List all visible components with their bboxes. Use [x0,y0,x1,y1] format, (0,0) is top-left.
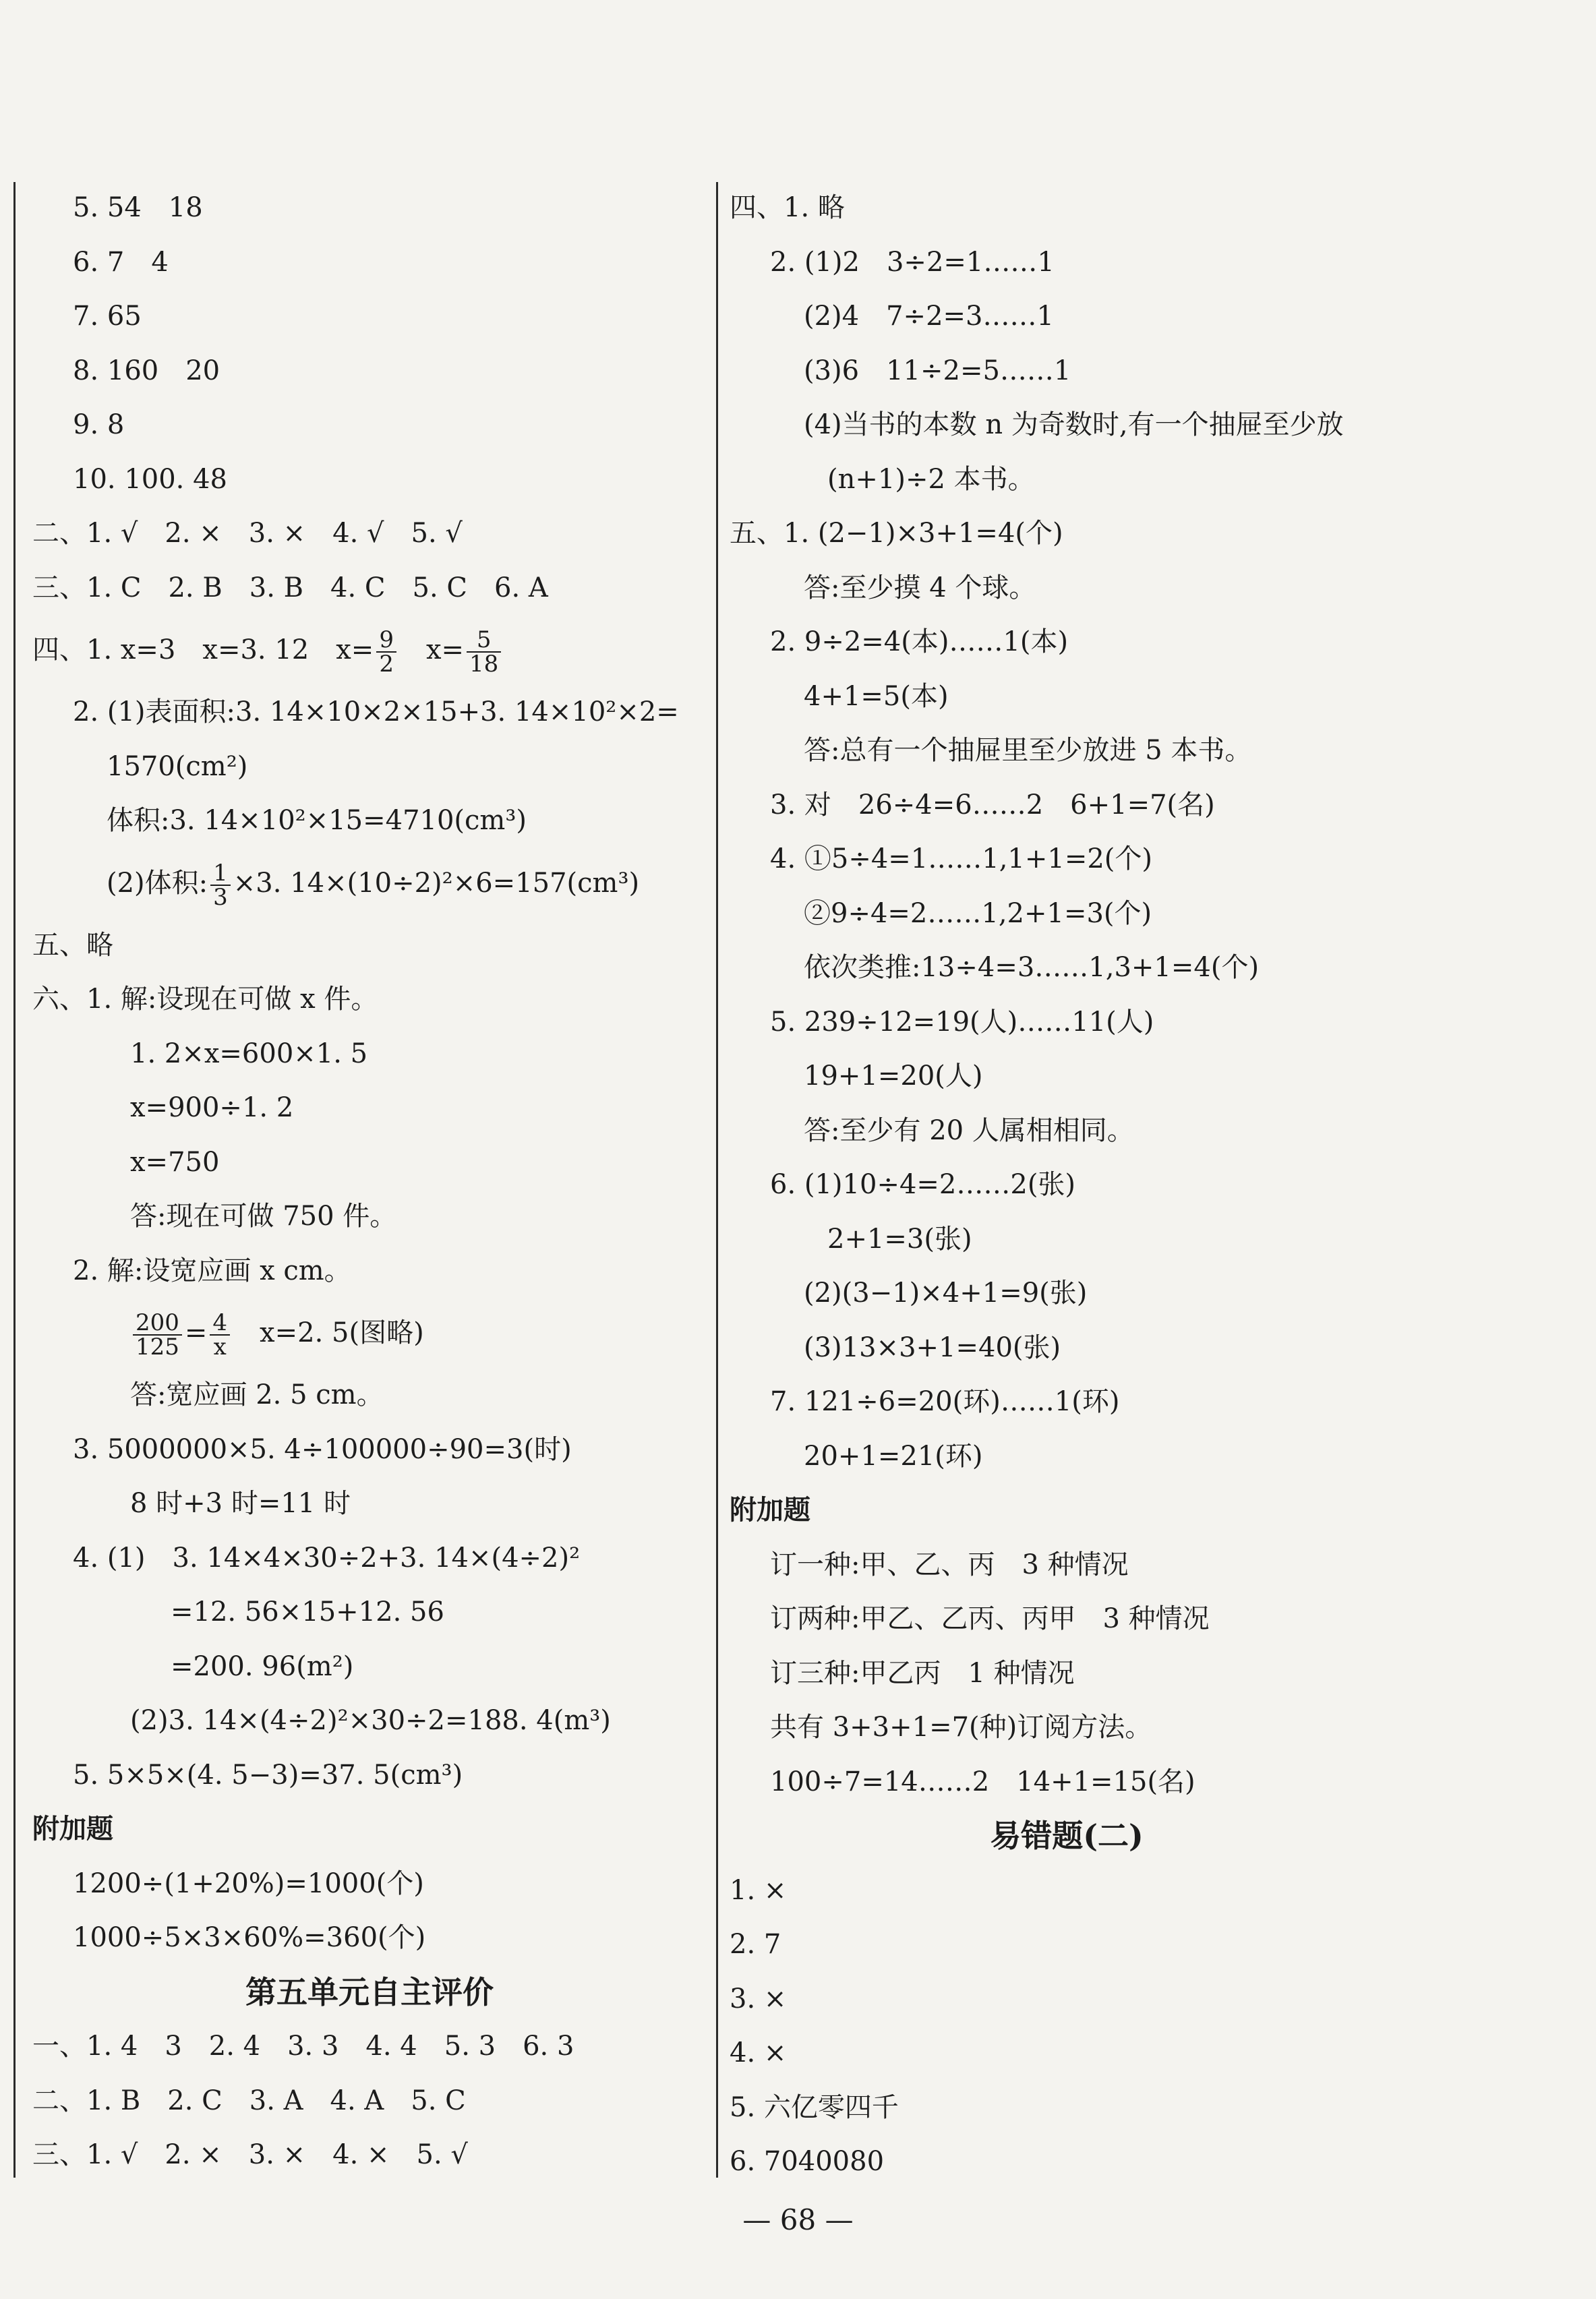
answer-line: (3)6 11÷2=5……1 [804,355,1071,386]
bonus-heading [730,1483,1404,1538]
answer-line: x=750 [130,1146,220,1178]
answer-line: 7. 65 [73,301,142,332]
section-three-answers: 三、1. C 2. B 3. B 4. C 5. C 6. A [32,572,548,603]
section-title: 第五单元自主评价 [245,1973,494,2010]
bonus-heading-text: 附加题 [32,1813,113,1845]
answer-line: 订两种:甲乙、乙丙、丙甲 3 种情况 [770,1603,1210,1634]
equation-text: (2)体积: [107,867,208,899]
answer-line: 4. × [730,2037,787,2068]
answer-line: 2. 7 [730,1929,781,1960]
answer-line: 7. 121÷6=20(环)……1(环) [770,1386,1120,1417]
answer-line: 20+1=21(环) [804,1440,983,1472]
answer-line: 4. ①5÷4=1……1,1+1=2(个) [770,843,1153,874]
column-divider [716,182,718,2178]
answer-line: x=900÷1. 2 [130,1092,294,1123]
fraction [376,628,396,676]
fraction-numerator: 1 [210,862,231,886]
answer-line: 6. 7040080 [730,2146,885,2177]
answer-line: 2+1=3(张) [827,1223,972,1255]
answer-line: 依次类推:13÷4=3……1,3+1=4(个) [804,952,1260,983]
answer-line: (2)3. 14×(4÷2)²×30÷2=188. 4(m³) [130,1705,611,1736]
answer-line: 5. 239÷12=19(人)……11(人) [770,1006,1154,1038]
answer-line: 答:宽应画 2. 5 cm。 [130,1379,384,1410]
page-number: — 68 — [742,2203,854,2236]
answer-line: (3)13×3+1=40(张) [804,1332,1061,1363]
equation-text: x= [398,634,465,665]
equation-text: ×3. 14×(10÷2)²×6=157(cm³) [233,867,640,899]
fraction-numerator: 9 [376,628,396,653]
answer-line: 5. 5×5×(4. 5−3)=37. 5(cm³) [73,1759,463,1791]
answer-line: 2. (1)表面积:3. 14×10×2×15+3. 14×10²×2= [73,696,679,727]
equation-text: x=2. 5(图略) [233,1317,424,1348]
equation-text: = [184,1317,208,1348]
answer-line: 2. (1)2 3÷2=1……1 [770,246,1055,278]
answer-line [32,848,707,918]
answer-line: ②9÷4=2……1,2+1=3(个) [804,897,1152,929]
answer-line: 8. 160 20 [73,355,220,386]
answer-line: 二、1. B 2. C 3. A 4. A 5. C [32,2085,466,2116]
answer-line: 答:现在可做 750 件。 [130,1201,397,1232]
answer-line: 9. 8 [73,409,125,440]
section-four-q1 [32,615,707,685]
section-five-answer: 五、略 [32,929,113,961]
answer-line: (2)(3−1)×4+1=9(张) [804,1278,1088,1309]
answer-line: 2. 9÷2=4(本)……1(本) [770,626,1069,657]
answer-line: 订三种:甲乙丙 1 种情况 [770,1657,1075,1689]
bonus-heading [32,1802,707,1857]
fraction-numerator: 5 [467,628,501,653]
answer-line: 一、1. 4 3 2. 4 3. 3 4. 4 5. 3 6. 3 [32,2031,574,2062]
section-six-q1: 六、1. 解:设现在可做 x 件。 [32,984,378,1015]
answer-line: 3. × [730,1983,787,2014]
answer-line [32,1298,707,1368]
fraction-numerator: 200 [133,1311,182,1336]
answer-line: 1000÷5×3×60%=360(个) [73,1922,426,1953]
answer-line: 6. 7 4 [73,246,169,278]
fraction-denominator: 18 [469,651,499,678]
left-column [32,181,707,2182]
answer-line: 5. 54 18 [73,192,203,223]
right-column [730,181,1404,2189]
answer-line: 1200÷(1+20%)=1000(个) [73,1868,424,1899]
answer-line: 6. (1)10÷4=2……2(张) [770,1169,1076,1200]
bonus-heading-text: 附加题 [730,1494,810,1526]
fraction-denominator: 2 [379,651,394,678]
fraction-denominator: x [213,1334,227,1361]
answer-line: =12. 56×15+12. 56 [171,1596,444,1628]
answer-line: 订一种:甲、乙、丙 3 种情况 [770,1549,1129,1580]
answer-line: (n+1)÷2 本书。 [827,463,1035,495]
answer-line: (4)当书的本数 n 为奇数时,有一个抽屉至少放 [804,409,1344,440]
answer-line: (2)4 7÷2=3……1 [804,301,1054,332]
fraction [467,628,501,676]
answer-line: 四、1. 略 [730,192,845,223]
fraction-numerator: 4 [210,1311,230,1336]
answer-line: 3. 对 26÷4=6……2 6+1=7(名) [770,789,1215,820]
answer-line: 答:至少有 20 人属相相同。 [804,1114,1134,1146]
answer-line: 4. (1) 3. 14×4×30÷2+3. 14×(4÷2)² [73,1542,581,1574]
answer-line: 4+1=5(本) [804,680,949,712]
answer-line: 答:至少摸 4 个球。 [804,572,1036,603]
answer-line: 19+1=20(人) [804,1061,983,1092]
equation-text: 四、1. x=3 x=3. 12 x= [32,634,374,665]
section-two-answers: 二、1. √ 2. × 3. × 4. √ 5. √ [32,518,463,549]
answer-line: 5. 六亿零四千 [730,2091,899,2123]
answer-line: 1. × [730,1874,787,1906]
answer-line: 五、1. (2−1)×3+1=4(个) [730,518,1063,549]
answer-line: 答:总有一个抽屉里至少放进 5 本书。 [804,735,1252,766]
answer-line: 3. 5000000×5. 4÷100000÷90=3(时) [73,1433,572,1465]
section-title: 易错题(二) [990,1818,1144,1854]
fraction-denominator: 125 [136,1334,179,1361]
left-column-rule [13,182,16,2178]
answer-line: 8 时+3 时=11 时 [130,1488,351,1519]
fraction [210,859,231,911]
answer-line: 1. 2×x=600×1. 5 [130,1038,368,1069]
fraction-denominator: 3 [213,883,228,911]
answer-line: 2. 解:设宽应画 x cm。 [73,1255,351,1286]
answer-line: =200. 96(m²) [171,1650,354,1682]
fraction [133,1309,182,1361]
answer-line: 共有 3+3+1=7(种)订阅方法。 [770,1712,1152,1743]
answer-line: 100÷7=14……2 14+1=15(名) [770,1766,1195,1797]
answer-line: 1570(cm²) [107,750,248,782]
answer-line: 三、1. √ 2. × 3. × 4. × 5. √ [32,2139,468,2170]
answer-line: 10. 100. 48 [73,463,228,495]
fraction [210,1309,230,1361]
answer-line: 体积:3. 14×10²×15=4710(cm³) [107,805,527,836]
